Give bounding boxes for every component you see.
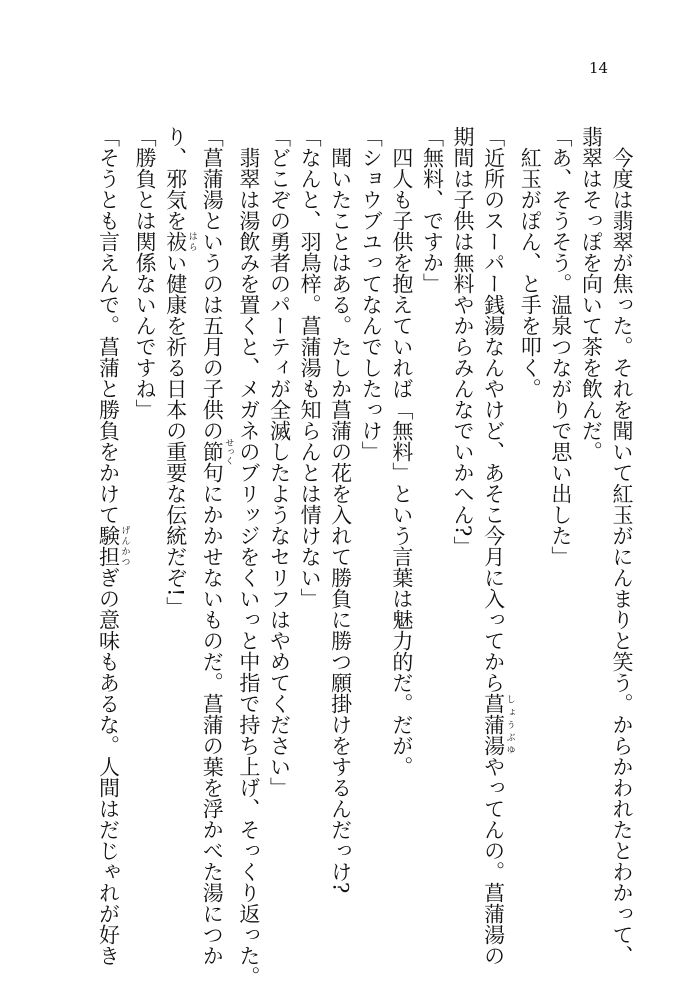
text-line-16: 「勝負とは関係ないんですね」 [133,126,158,420]
text-line-5: 「近所のスーパー銭湯なんやけど、あそこ今月に入ってから菖蒲湯 しょうぶゆやってんの。菖蒲湯の [481,126,515,966]
text-line-2: 翡翠はそっぽを向いて茶を飲んだ。 [579,126,604,462]
vertical-text-body [93,126,637,987]
text-line-14: 「菖蒲湯というのは五月の子供の節 せっく句にかかせないものだ。菖蒲の葉を浮かべた湯につか [200,126,234,966]
text-line-6: 期間は子供は無料やからみんなでいかへん?」 [451,126,476,558]
page-number: 14 [589,59,609,77]
text-line-13: 翡翠は湯飲みを置くと、メガネのブリッジをくいっと中指で持ち上げ、そっくり返った。 [236,126,261,987]
text-line-4: 紅玉がぽん、と手を叩く。 [518,126,543,399]
furigana-shoubuyu: 菖蒲湯 しょうぶゆ [481,693,515,756]
text-line-9: 「ショウブユってなんでしたっけ」 [359,126,384,462]
text-line-12: 「どこぞの勇者のパーティが全滅したようなセリフはやめてください」 [267,126,292,798]
text-line-11: 「なんと、羽鳥梓。菖蒲湯も知らんとは情けない」 [298,126,323,609]
furigana-sekku: 節 せっく [200,438,234,465]
text-line-15: り、邪気を祓 はらい健康を祈る日本の重要な伝統だぞ!」 [163,126,197,618]
furigana-harai: 祓 はら [163,231,197,252]
text-line-8: 四人も子供を抱えていれば「無料」という言葉は魅力的だ。だが。 [389,126,414,777]
furigana-genkatsugi: 験担 げんかつ [96,525,130,567]
text-line-7: 「無料、ですか」 [420,126,445,294]
text-line-10: 聞いたことはある。たしか菖蒲の花を入れて勝負に勝つ願掛けをするんだっけ? [328,126,353,894]
text-line-17: 「そうとも言えんで。菖蒲と勝負をかけて験担 げんかつぎの意味もあるな。人間はだじゃれが好き [96,126,130,966]
text-line-3: 「あ、そうそう。温泉つながりで思い出した」 [548,126,573,567]
text-line-1: 今度は翡翠が焦った。それを聞いて紅玉がにんまりと笑う。からかわれたとわかって、 [610,126,634,966]
